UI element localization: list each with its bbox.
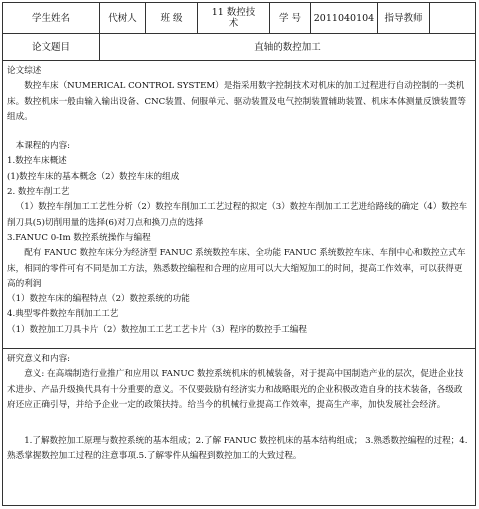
research-goals: 1.了解数控加工原理与数控系统的基本组成；2.了解 FANUC 数控机床的基本结构组成； 3.熟悉数控编程的过程；4.熟悉掌握数控加工过程的注意事项.5.了解零件从编程到数控加工的大致过程。 (7, 436, 468, 462)
class-value: 11 数控技术 (198, 3, 270, 33)
section-2-title: 2. 数控车削工艺 (7, 187, 70, 198)
section-1-body: (1)数控车床的基本概念（2）数控车床的组成 (7, 171, 180, 182)
section-4-items: （1）数控加工刀具卡片（2）数控加工工艺工艺卡片（3）程序的数控手工编程 (7, 324, 307, 335)
thesis-title-value: 直轴的数控加工 (254, 41, 321, 53)
section-2-body: （1）数控车削加工工艺性分析（2）数控车削加工工艺过程的拟定（3）数控车削加工工艺进给路线的确定（4）数控车削刀具(5)切削用量的选择(6)对刀点和换刀点的选择 (7, 202, 468, 228)
student-name-label: 学生姓名 (3, 3, 100, 33)
advisor-label: 指导教师 (378, 3, 430, 33)
student-id-value: 2011040104 (311, 3, 378, 33)
literature-review-section (3, 61, 475, 349)
review-intro: 数控车床（NUMERICAL CONTROL SYSTEM）是指采用数字控制技术对机床的加工过程进行自动控制的一类机床。数控机床一般由输入输出设备、CNC装置、伺服单元、驱动装置及电气控制装置辅助装置、机床本体测量反馈装置等组成。 (7, 81, 466, 122)
section-3-body: 配有 FANUC 数控车床分为经济型 FANUC 系统数控车床、全功能 FANUC 系统数控车床、车削中心和数控立式车床，相同的零件可有不同是加工方法，熟悉数控编程和合理的应用可以大大缩短加工的时间，提高工作效率，可以获得更高的利润 (7, 248, 466, 289)
student-id-label: 学 号 (270, 3, 311, 33)
research-heading: 研究意义和内容: (7, 354, 71, 364)
review-heading: 论文综述 (7, 66, 42, 76)
title-row (3, 34, 475, 61)
class-label: 班 级 (146, 3, 198, 33)
section-3-items: （1）数控车床的编程特点（2）数控系统的功能 (7, 294, 190, 305)
advisor-value (430, 3, 475, 33)
section-3-title: 3.FANUC 0-Im 数控系统操作与编程 (7, 232, 151, 243)
student-name-value: 代树人 (100, 3, 146, 33)
thesis-form (2, 2, 476, 506)
student-info-row (3, 3, 475, 34)
course-content-heading: 本课程的内容: (15, 141, 71, 152)
section-4-title: 4.典型零件数控车削加工工艺 (7, 309, 119, 320)
section-1-title: 1.数控车床概述 (7, 156, 67, 167)
thesis-title-label: 论文题目 (3, 34, 100, 60)
research-significance: 意义: 在高端制造行业推广和应用以 FANUC 数控系统机床的机械装备，对于提高中国制造产业的层次，促进企业技术进步、产品升级换代具有十分重要的意义。不仅要鼓励有经济实力和战略眼光的企业积极改造自身的技术装备，各级政府还应正确引导，并给予企业一定的政策扶持。给当今的机械行业提高工作效率，提高生产率，加快发展社会经济。 (7, 369, 464, 410)
research-section (3, 349, 475, 507)
